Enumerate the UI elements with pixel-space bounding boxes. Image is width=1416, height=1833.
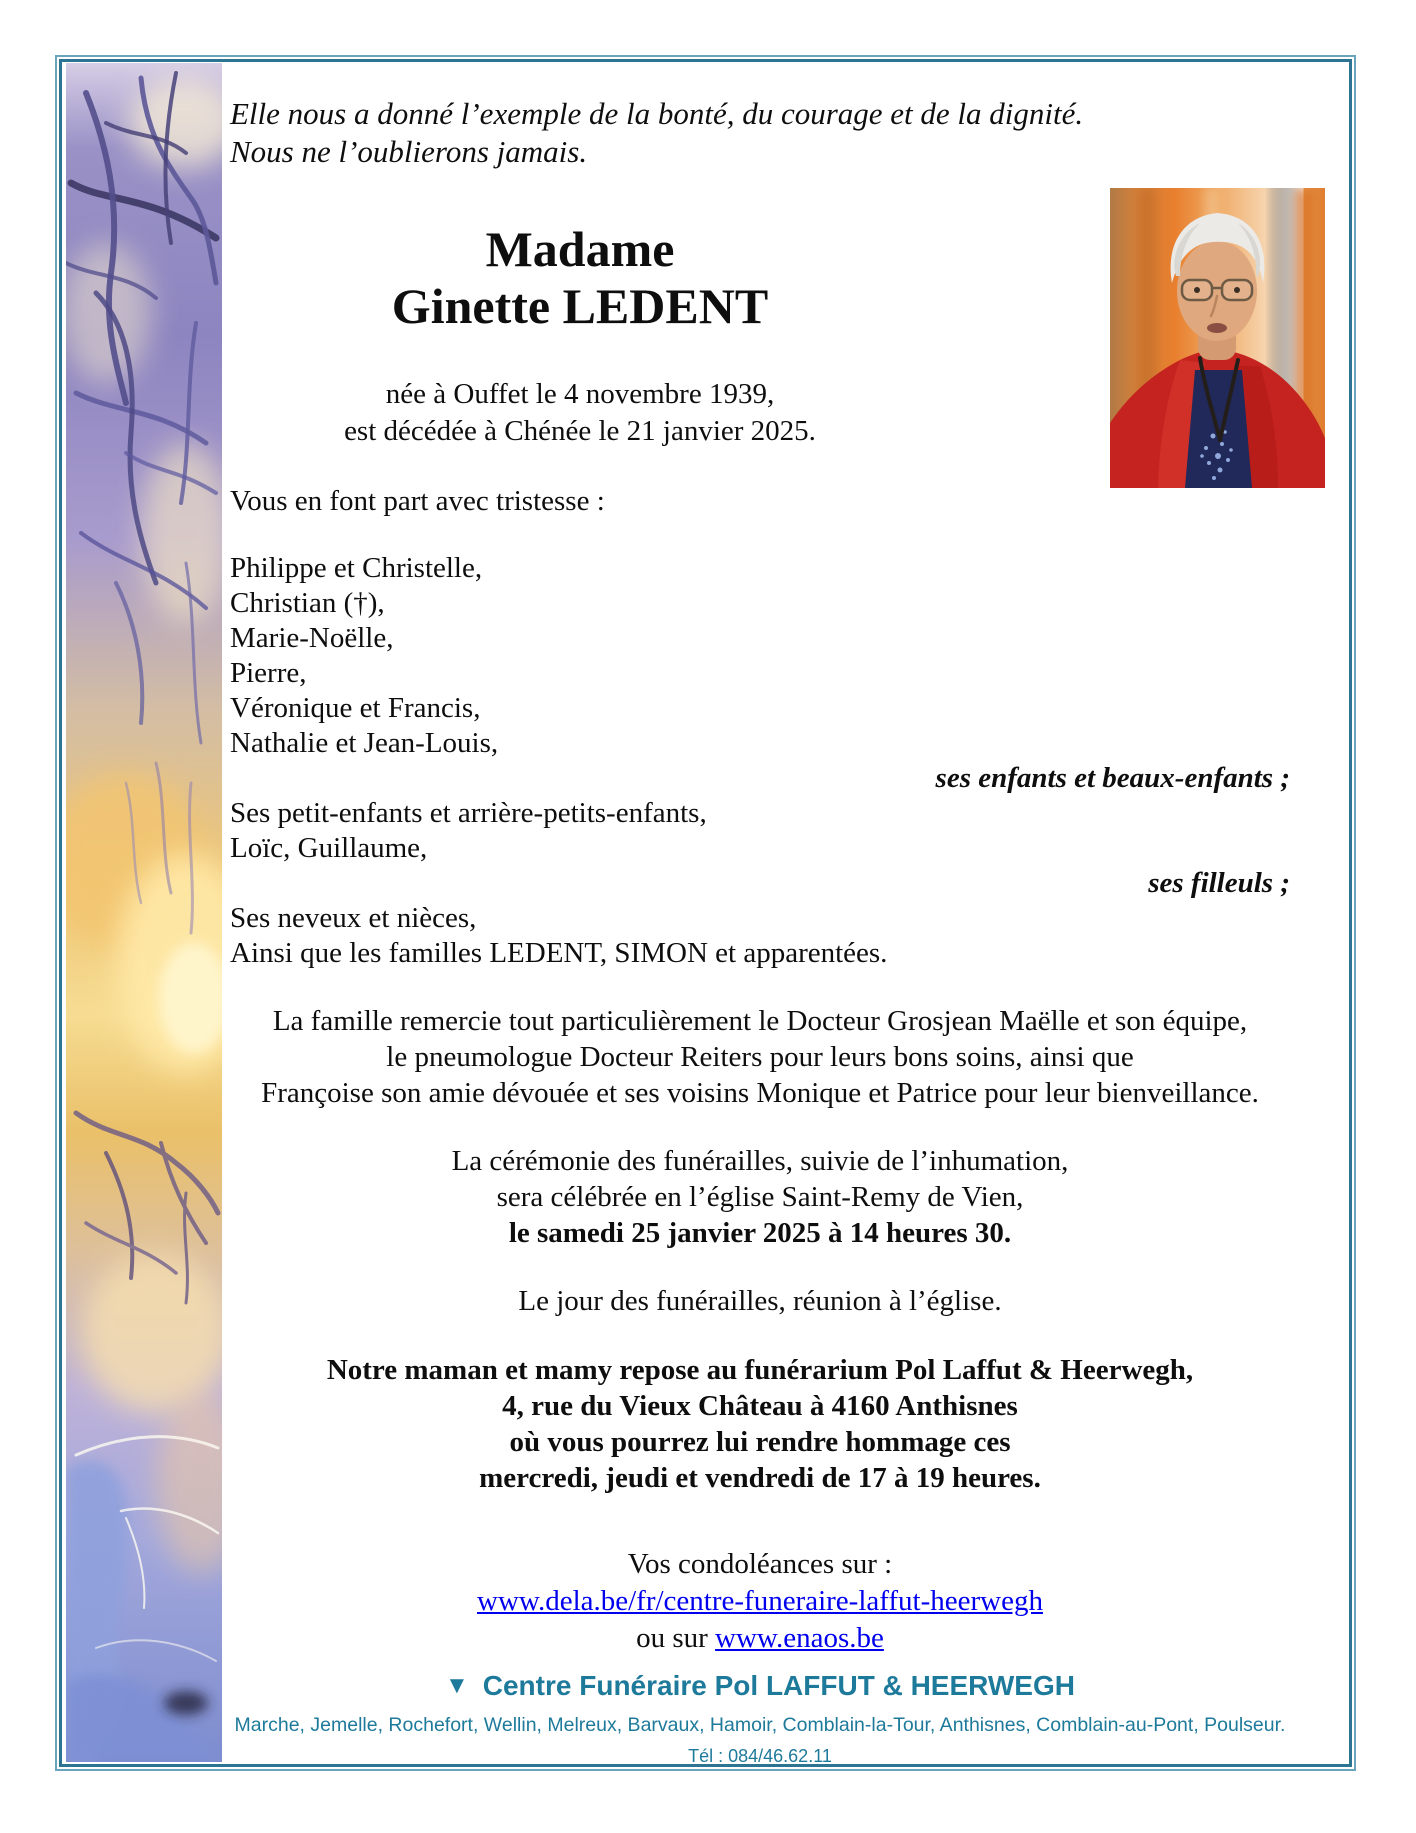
family-member: Philippe et Christelle, bbox=[230, 552, 483, 584]
birth-death-dates bbox=[230, 376, 930, 450]
funeral-home-brand bbox=[230, 1669, 1290, 1705]
family-member: Ses petit-enfants et arrière-petits-enfants, bbox=[230, 797, 707, 829]
epigraph-line: Nous ne l’oublierons jamais. bbox=[230, 134, 588, 169]
repose-line: 4, rue du Vieux Château à 4160 Anthisnes bbox=[502, 1390, 1018, 1422]
thanks-paragraph bbox=[230, 1003, 1290, 1111]
family-member: Pierre, bbox=[230, 657, 307, 689]
godchildren-role: ses filleuls ; bbox=[1148, 867, 1290, 899]
family-member: Véronique et Francis, bbox=[230, 692, 481, 724]
meeting-line: Le jour des funérailles, réunion à l’église. bbox=[518, 1285, 1002, 1317]
family-member: Ses neveux et nièces, bbox=[230, 902, 477, 934]
deceased-name-block bbox=[230, 221, 930, 335]
epigraph bbox=[230, 95, 1290, 171]
ceremony-paragraph bbox=[230, 1143, 1290, 1251]
repose-line: où vous pourrez lui rendre hommage ces bbox=[509, 1426, 1011, 1458]
repose-line: mercredi, jeudi et vendredi de 17 à 19 heures. bbox=[479, 1462, 1041, 1494]
epigraph-line: Elle nous a donné l’exemple de la bonté, du courage et de la dignité. bbox=[230, 96, 1084, 131]
repose-line: Notre maman et mamy repose au funérarium Pol Laffut & Heerwegh, bbox=[326, 1354, 1194, 1386]
down-triangle-icon: ▼ bbox=[445, 1672, 469, 1699]
family-member: Nathalie et Jean-Louis, bbox=[230, 727, 499, 759]
ceremony-line: sera célébrée en l’église Saint-Remy de Vien, bbox=[496, 1181, 1024, 1213]
branch-cities: Marche, Jemelle, Rochefort, Wellin, Melreux, Barvaux, Hamoir, Comblain-la-Tour, Anthisnes, Comblain-au-Pont, Poulseur. bbox=[234, 1714, 1286, 1736]
thanks-line: le pneumologue Docteur Reiters pour leurs bons soins, ainsi que bbox=[386, 1041, 1134, 1073]
winter-scene-image bbox=[66, 63, 222, 1762]
family-member: Marie-Noëlle, bbox=[230, 622, 394, 654]
children-role: ses enfants et beaux-enfants ; bbox=[935, 762, 1290, 794]
condolences-intro: Vos condoléances sur : bbox=[627, 1548, 893, 1580]
family-member: Ainsi que les familles LEDENT, SIMON et apparentées. bbox=[230, 937, 888, 969]
deceased-title: Madame bbox=[485, 221, 675, 277]
grandchildren-list bbox=[230, 796, 1290, 866]
funeral-home-paragraph bbox=[230, 1352, 1290, 1496]
family-member: Christian (†), bbox=[230, 587, 385, 619]
deceased-name: Ginette LEDENT bbox=[391, 278, 769, 334]
condolences-prefix: ou sur bbox=[636, 1622, 716, 1654]
announcement-text bbox=[230, 95, 1290, 1767]
birth-line: née à Ouffet le 4 novembre 1939, bbox=[385, 378, 775, 410]
death-line: est décédée à Chénée le 21 janvier 2025. bbox=[344, 415, 816, 447]
phone-number: Tél : 084/46.62.11 bbox=[688, 1746, 832, 1766]
brand-name: Centre Funéraire Pol LAFFUT & HEERWEGH bbox=[482, 1670, 1075, 1701]
ceremony-date: le samedi 25 janvier 2025 à 14 heures 30. bbox=[508, 1217, 1012, 1249]
family-member: Loïc, Guillaume, bbox=[230, 832, 428, 864]
ceremony-line: La cérémonie des funérailles, suivie de l’inhumation, bbox=[451, 1145, 1069, 1177]
enaos-website-link[interactable]: www.enaos.be bbox=[715, 1622, 884, 1654]
condolences-block bbox=[230, 1546, 1290, 1657]
thanks-line: La famille remercie tout particulièrement le Docteur Grosjean Maëlle et son équipe, bbox=[272, 1005, 1248, 1037]
thanks-line: Françoise son amie dévouée et ses voisins Monique et Patrice pour leur bienveillance. bbox=[261, 1077, 1259, 1109]
intro-line: Vous en font part avec tristesse : bbox=[230, 485, 605, 517]
dela-website-link[interactable]: www.dela.be/fr/centre-funeraire-laffut-heerwegh bbox=[477, 1585, 1043, 1617]
other-family-list bbox=[230, 901, 1290, 971]
children-list bbox=[230, 551, 1290, 761]
